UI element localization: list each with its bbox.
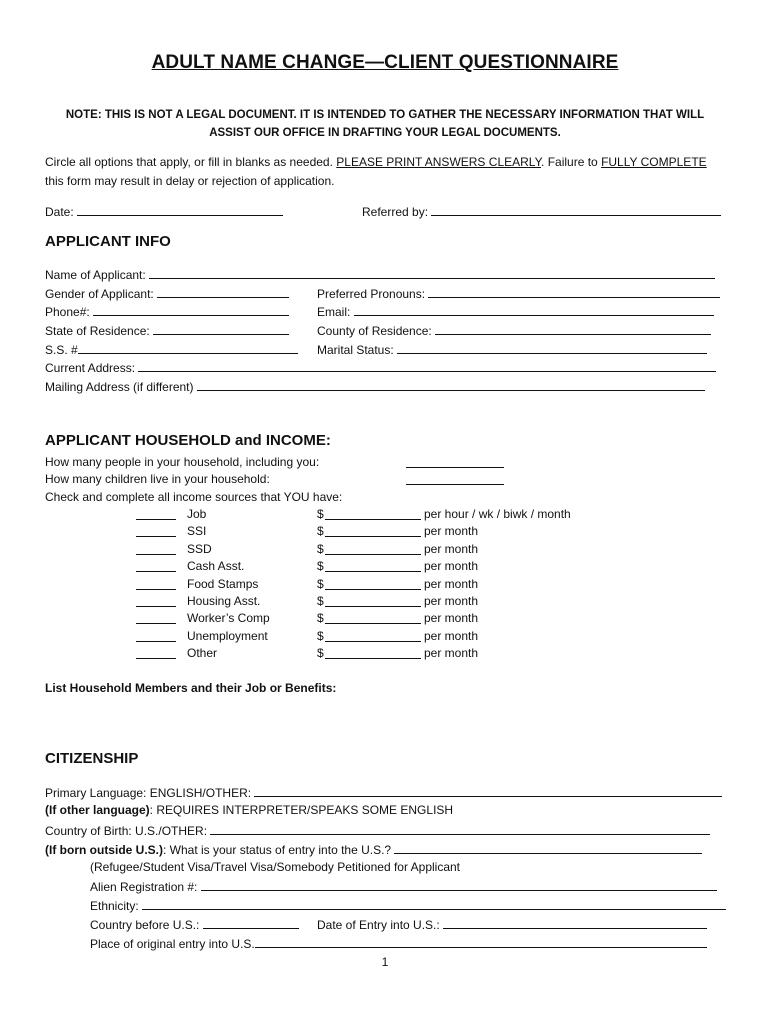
- instructions: [45, 153, 735, 191]
- income-source-label: Other: [187, 646, 218, 661]
- dollar-sign: $: [317, 628, 324, 643]
- pronouns-blank[interactable]: [428, 285, 720, 298]
- referred-by-blank[interactable]: [431, 203, 721, 216]
- referred-by-field[interactable]: [362, 203, 721, 219]
- income-source-label: Job: [187, 507, 207, 521]
- county-blank[interactable]: [435, 322, 711, 335]
- primary-language-label: Primary Language: ENGLISH/OTHER:: [45, 786, 252, 800]
- date-blank[interactable]: [77, 203, 283, 216]
- country-before-label: Country before U.S.:: [90, 918, 200, 932]
- country-before-field[interactable]: [90, 916, 299, 932]
- ss-label: S.S. #: [45, 343, 78, 357]
- phone-blank[interactable]: [93, 303, 289, 316]
- gender-field[interactable]: [45, 285, 289, 301]
- income-period: per month: [424, 559, 479, 574]
- income-check-blank[interactable]: [136, 577, 176, 590]
- applicant-name-field[interactable]: [45, 266, 715, 282]
- income-check-blank[interactable]: [136, 559, 176, 572]
- entry-status-options: (Refugee/Student Visa/Travel Visa/Somebody Petitioned for Applicant: [90, 860, 461, 874]
- applicant-name-label: Name of Applicant:: [45, 268, 146, 282]
- income-source-label: Food Stamps: [187, 576, 259, 591]
- income-source-label: Unemployment: [187, 628, 268, 643]
- place-of-entry-label: Place of original entry into U.S.: [90, 937, 255, 951]
- dollar-sign: $: [317, 524, 324, 539]
- state-field[interactable]: [45, 322, 289, 338]
- instructions-fully-complete: FULLY COMPLETE: [601, 155, 707, 169]
- income-source-label: Worker’s Comp: [187, 611, 270, 626]
- income-amount-blank[interactable]: [325, 629, 421, 642]
- instructions-print-clearly: PLEASE PRINT ANSWERS CLEARLY: [336, 155, 542, 169]
- instructions-text-3: this form may result in delay or rejection of application.: [45, 174, 335, 188]
- dollar-sign: $: [317, 559, 324, 574]
- income-source-label: SSI: [187, 524, 207, 539]
- citizenship-heading: CITIZENSHIP: [45, 750, 139, 767]
- date-of-entry-label: Date of Entry into U.S.:: [317, 918, 440, 932]
- legal-note: [40, 106, 730, 142]
- state-label: State of Residence:: [45, 324, 150, 338]
- primary-language-blank[interactable]: [254, 784, 722, 797]
- instructions-text-1: Circle all options that apply, or fill in blanks as needed.: [45, 155, 337, 169]
- income-amount-blank[interactable]: [325, 577, 421, 590]
- entry-status-field[interactable]: [45, 841, 702, 857]
- other-language-condition: (If other language): [45, 803, 150, 817]
- income-amount-blank[interactable]: [325, 507, 421, 520]
- email-blank[interactable]: [354, 303, 714, 316]
- county-label: County of Residence:: [317, 324, 432, 338]
- email-label: Email:: [317, 305, 351, 319]
- gender-label: Gender of Applicant:: [45, 287, 154, 301]
- instructions-text-2: . Failure to: [541, 155, 602, 169]
- dollar-sign: $: [317, 541, 324, 556]
- country-of-birth-blank[interactable]: [210, 822, 710, 835]
- page-number: 1: [381, 955, 389, 969]
- phone-label: Phone#:: [45, 305, 90, 319]
- household-income-heading: APPLICANT HOUSEHOLD and INCOME:: [45, 432, 331, 449]
- state-blank[interactable]: [153, 322, 289, 335]
- primary-language-field[interactable]: [45, 784, 722, 800]
- legal-note-line-1: NOTE: THIS IS NOT A LEGAL DOCUMENT. IT IS INTENDED TO GATHER THE NECESSARY INFORMATION THAT WILL: [65, 109, 705, 121]
- household-children-blank[interactable]: [406, 472, 504, 485]
- mailing-address-blank[interactable]: [197, 378, 705, 391]
- household-people-question: How many people in your household, including you:: [45, 455, 320, 469]
- income-check-blank[interactable]: [136, 507, 176, 520]
- document-title: ADULT NAME CHANGE—CLIENT QUESTIONNAIRE: [151, 52, 619, 73]
- income-source-label: Housing Asst.: [187, 594, 261, 608]
- date-label: Date:: [45, 205, 74, 219]
- ethnicity-label: Ethnicity:: [90, 899, 139, 913]
- income-amount-blank[interactable]: [325, 559, 421, 572]
- income-amount-blank[interactable]: [325, 611, 421, 624]
- dollar-sign: $: [317, 646, 324, 661]
- income-check-blank[interactable]: [136, 524, 176, 537]
- alien-registration-blank[interactable]: [201, 878, 717, 891]
- income-period: per hour / wk / biwk / month: [424, 507, 571, 521]
- applicant-info-heading: APPLICANT INFO: [45, 233, 171, 250]
- entry-status-question: : What is your status of entry into the U.S.?: [163, 843, 392, 857]
- pronouns-field[interactable]: [317, 285, 720, 301]
- country-of-birth-field[interactable]: [45, 822, 710, 838]
- date-field[interactable]: [45, 203, 283, 219]
- income-check-blank[interactable]: [136, 542, 176, 555]
- income-amount-blank[interactable]: [325, 646, 421, 659]
- income-period: per month: [424, 611, 479, 626]
- email-field[interactable]: [317, 303, 714, 319]
- place-of-entry-blank[interactable]: [255, 935, 707, 948]
- alien-registration-label: Alien Registration #:: [90, 880, 198, 894]
- ethnicity-blank[interactable]: [142, 897, 726, 910]
- dollar-sign: $: [317, 576, 324, 591]
- entry-status-blank[interactable]: [394, 841, 702, 854]
- gender-blank[interactable]: [157, 285, 289, 298]
- place-of-entry-field[interactable]: [90, 935, 707, 951]
- income-period: per month: [424, 576, 479, 591]
- income-source-label: SSD: [187, 541, 212, 556]
- income-check-blank[interactable]: [136, 629, 176, 642]
- income-check-blank[interactable]: [136, 594, 176, 607]
- income-sources-instruction: Check and complete all income sources that YOU have:: [45, 490, 343, 504]
- marital-field[interactable]: [317, 341, 707, 357]
- mailing-address-label: Mailing Address (if different): [45, 380, 194, 394]
- ethnicity-field[interactable]: [90, 897, 726, 913]
- income-period: per month: [424, 594, 479, 608]
- ss-field[interactable]: [45, 341, 298, 357]
- ss-blank[interactable]: [78, 341, 298, 354]
- referred-by-label: Referred by:: [362, 205, 429, 219]
- income-source-label: Cash Asst.: [187, 559, 245, 574]
- applicant-name-blank[interactable]: [149, 266, 715, 279]
- marital-blank[interactable]: [397, 341, 707, 354]
- current-address-label: Current Address:: [45, 361, 136, 375]
- date-of-entry-blank[interactable]: [443, 916, 707, 929]
- income-check-blank[interactable]: [136, 646, 176, 659]
- mailing-address-field[interactable]: [45, 378, 705, 394]
- income-period: per month: [424, 541, 479, 556]
- income-period: per month: [424, 646, 479, 661]
- alien-registration-field[interactable]: [90, 878, 717, 894]
- household-children-question: How many children live in your household:: [45, 472, 270, 486]
- country-of-birth-label: Country of Birth: U.S./OTHER:: [45, 824, 208, 838]
- dollar-sign: $: [317, 611, 324, 626]
- household-people-blank[interactable]: [406, 455, 504, 468]
- legal-note-line-2: ASSIST OUR OFFICE IN DRAFTING YOUR LEGAL DOCUMENTS.: [209, 127, 561, 139]
- pronouns-label: Preferred Pronouns:: [317, 287, 426, 301]
- dollar-sign: $: [317, 594, 324, 608]
- other-language-line: [45, 803, 453, 817]
- date-of-entry-field[interactable]: [317, 916, 707, 932]
- country-before-blank[interactable]: [203, 916, 299, 929]
- current-address-blank[interactable]: [138, 359, 716, 372]
- income-period: per month: [424, 628, 479, 643]
- income-amount-blank[interactable]: [325, 594, 421, 607]
- household-members-label: List Household Members and their Job or Benefits:: [45, 681, 337, 695]
- county-field[interactable]: [317, 322, 711, 338]
- dollar-sign: $: [317, 507, 324, 521]
- income-period: per month: [424, 524, 479, 539]
- current-address-field[interactable]: [45, 359, 716, 375]
- income-check-blank[interactable]: [136, 611, 176, 624]
- income-amount-blank[interactable]: [325, 542, 421, 555]
- born-outside-condition: (If born outside U.S.): [45, 843, 163, 857]
- phone-field[interactable]: [45, 303, 289, 319]
- income-amount-blank[interactable]: [325, 524, 421, 537]
- marital-label: Marital Status:: [317, 343, 394, 357]
- other-language-options: : REQUIRES INTERPRETER/SPEAKS SOME ENGLISH: [149, 803, 454, 817]
